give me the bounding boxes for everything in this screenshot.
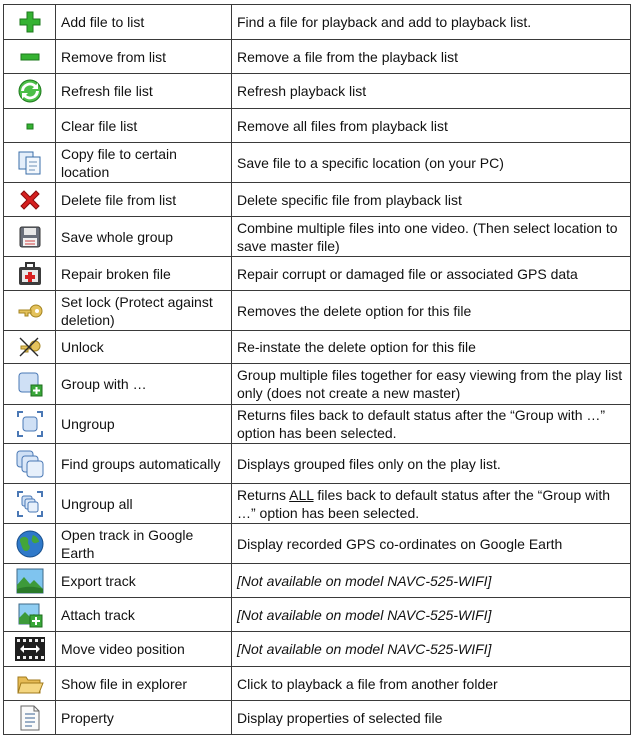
table-row: Find groups automatically Displays grouped files only on the play list. (4, 444, 631, 484)
unlock-crossed-key-icon (4, 331, 56, 364)
attach-track-icon (4, 598, 56, 632)
ungroup-icon (4, 405, 56, 444)
table-row: Property Display properties of selected file (4, 701, 631, 735)
function-table (3, 4, 631, 735)
delete-x-icon (4, 183, 56, 217)
table-row: Export track [Not available on model NAVC-525-WIFI] (4, 564, 631, 598)
table-row: Clear file list Remove all files from playback list (4, 109, 631, 143)
film-move-icon (4, 632, 56, 667)
table-row: Group with … Group multiple files together for easy viewing from the play list only (does not create a new master) (4, 364, 631, 405)
folder-open-icon (4, 667, 56, 701)
table-row: Show file in explorer Click to playback a file from another folder (4, 667, 631, 701)
ungroup-all-description: Returns ALL files back to default status after the “Group with …” option has been selected. (232, 484, 631, 524)
ungroup-all-icon (4, 484, 56, 524)
table-row: Repair broken file Repair corrupt or damaged file or associated GPS data (4, 257, 631, 291)
find-groups-icon (4, 444, 56, 484)
add-plus-icon (4, 5, 56, 40)
remove-minus-icon (4, 40, 56, 74)
table-row: Move video position [Not available on model NAVC-525-WIFI] (4, 632, 631, 667)
table-row: Set lock (Protect against deletion) Removes the delete option for this file (4, 291, 631, 331)
group-with-icon (4, 364, 56, 405)
table-row: Open track in Google Earth Display recorded GPS co-ordinates on Google Earth (4, 524, 631, 564)
floppy-save-icon (4, 217, 56, 257)
table-row: Unlock Re-instate the delete option for this file (4, 331, 631, 364)
table-row: Add file to list Find a file for playback and add to playback list. (4, 5, 631, 40)
globe-earth-icon (4, 524, 56, 564)
copy-file-icon (4, 143, 56, 183)
clear-dot-icon (4, 109, 56, 143)
refresh-icon (4, 74, 56, 109)
table-row: Delete file from list Delete specific file from playback list (4, 183, 631, 217)
table-row: Copy file to certain location Save file to a specific location (on your PC) (4, 143, 631, 183)
table-row: Ungroup Returns files back to default status after the “Group with …” option has been selected. (4, 405, 631, 444)
first-aid-kit-icon (4, 257, 56, 291)
table-row: Refresh file list Refresh playback list (4, 74, 631, 109)
table-row: Ungroup all Returns ALL files back to default status after the “Group with …” option has been selected. (4, 484, 631, 524)
table-row: Attach track [Not available on model NAVC-525-WIFI] (4, 598, 631, 632)
table-row: Save whole group Combine multiple files into one video. (Then select location to save master file) (4, 217, 631, 257)
table-row: Remove from list Remove a file from the playback list (4, 40, 631, 74)
key-lock-icon (4, 291, 56, 331)
property-document-icon (4, 701, 56, 735)
landscape-export-icon (4, 564, 56, 598)
